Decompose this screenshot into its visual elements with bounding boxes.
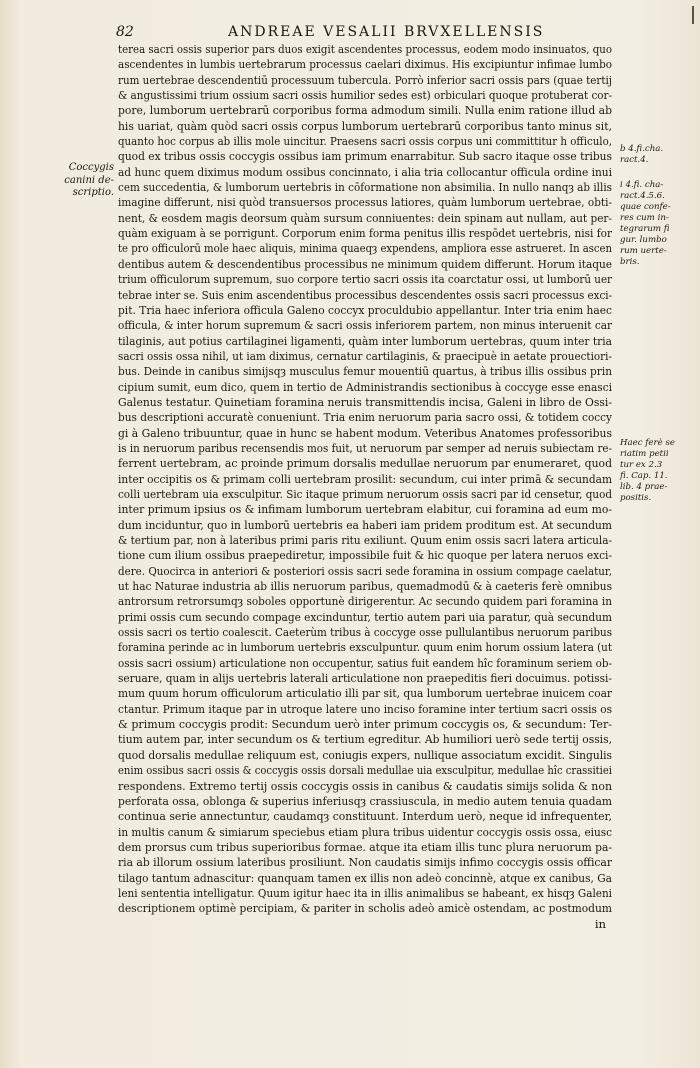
text-line: quanto hoc corpus ab illis mole uincitur. Praesens sacri ossis corpus uni committitur h officulo, xyxy=(118,134,612,149)
margin-note-line: Coccygis xyxy=(68,162,114,173)
text-line: colli uertebram uia exsculpitur. Sic itaque primum neruorum ossis sacri par id censetur, quod xyxy=(118,486,612,501)
margin-note-line: gur. lumbo xyxy=(620,235,667,245)
text-line: quod dorsalis medullae reliquum est, coniugis expers, nullique associatum excidit. Singulis xyxy=(118,747,612,762)
text-line: cem succedentia, & lumborum uertebris in cōformatione non absimilia. In nullo nanqȝ ab illis xyxy=(118,180,612,195)
margin-note-line: tur ex 2.3 xyxy=(620,460,663,470)
text-line: bus descriptioni accuratè conueniunt. Tria enim neruorum paria sacro ossi, & totidem coccy xyxy=(118,410,612,425)
text-line: ria ab illorum ossium lateribus prosiliunt. Non caudatis simijs infimo coccygis ossis officar xyxy=(118,855,612,870)
margin-note-line: lib. 4 prae- xyxy=(620,482,668,492)
margin-note-line: fi. Cap. 11. xyxy=(620,471,668,481)
right-margin-note-3 xyxy=(620,438,696,504)
text-line: tebrae inter se. Suis enim ascendentibus processibus descendentes ossis sacri processus exci- xyxy=(118,287,612,302)
margin-note-line: riatim petii xyxy=(620,449,669,459)
margin-note-line: bris. xyxy=(620,257,640,267)
text-line: imagine differunt, nisi quòd transuersos processus latiores, quàm lumborum uertebrae, obti- xyxy=(118,195,612,210)
text-line: bus. Deinde in canibus simijsqȝ musculus femur mouentiū quartus, à tribus illis ossibus prin xyxy=(118,364,612,379)
text-line: foramina perinde ac in lumborum uertebris exsculpuntur. quum enim horum ossium latera (ut xyxy=(118,640,612,655)
left-margin-note xyxy=(52,162,114,200)
right-margin-note-2 xyxy=(620,180,696,268)
text-line: is in neruorum paribus recensendis mos fuit, ut neruorum par semper ad neruis subiectam re- xyxy=(118,440,612,455)
text-line: & tertium par, non à lateribus primi paris ritu exiliunt. Quum enim ossis sacri latera articula- xyxy=(118,533,612,547)
text-line: sacri ossis ossa nihil, ut iam diximus, cernatur cartilaginis, & praecipuè in aetate prouectiori- xyxy=(118,348,612,363)
text-line: continua serie annectuntur, caudamqȝ constituunt. Interdum uerò, neque id infrequenter, xyxy=(118,809,612,824)
text-line: ascendentes in lumbis uertebrarum processus caelari diximus. His excipiuntur infimae lumbo xyxy=(118,57,612,72)
main-text-block xyxy=(118,42,612,932)
folio-number: 82 xyxy=(116,24,134,40)
text-line: pit. Tria haec inferiora officula Galeno coccyx proculdubio appellantur. Inter tria enim haec xyxy=(118,302,612,317)
text-line: dere. Quocirca in anteriori & posteriori ossis sacri sede foramina in ossium compage caelatur, xyxy=(118,563,612,578)
text-line: inter occipitis os & primam colli uertebram prosilit: secundum, cui inter primā & secundam xyxy=(118,471,612,486)
text-line: seruare, quam in alijs uertebris laterali articulatione non praepeditis fieri docuimus. potissi- xyxy=(118,671,612,686)
text-line: antrorsum retrorsumqȝ soboles opportunè dirigerentur. Ac secundo quidem pari foramina in xyxy=(118,594,612,609)
text-line: Galenus testatur. Quinetiam foramina neruis transmittendis incisa, Galeni in libro de Ossi- xyxy=(118,394,612,409)
text-line: gi à Galeno tribuuntur, quae in hunc se habent modum. Veteribus Anatomes professoribus xyxy=(118,425,612,440)
margin-note-line: scriptio. xyxy=(72,187,114,198)
text-line: ut hac Naturae industria ab illis neruorum paribus, quemadmodū & à caeteris ferè omnibus xyxy=(118,579,612,594)
margin-note-line: rum uerte- xyxy=(620,246,667,256)
text-line: cipium sumit, eum dico, quem in tertio de Administrandis sectionibus à coccyge esse enasci xyxy=(118,379,612,394)
text-line: dentibus autem & descendentibus processibus ne minimum quidem differunt. Horum itaque xyxy=(118,256,612,271)
text-line: ctantur. Primum itaque par in utroque latere uno inciso foramine inter tertium sacri ossis os xyxy=(118,701,612,716)
text-line: his uariat, quàm quòd sacri ossis corpus lumborum uertebrarū corporibus tanto minus sit, xyxy=(118,118,612,133)
text-line: rum uertebrae descendentiū processuum tubercula. Porrò inferior sacri ossis pars (quae tertij xyxy=(118,72,612,87)
margin-note-line: ract.4. xyxy=(620,155,649,165)
text-line: tione cum ilium ossibus praepediretur, impossibile fuit & hic quoque per latera neruos exci- xyxy=(118,548,612,563)
text-line: trium officulorum supremum, suo corpore tertio sacri ossis ita coarctatur ossi, ut lumborū uer xyxy=(118,272,612,287)
text-line: quàm exiguam à se porrigunt. Corporum enim forma penitus illis respōdet uertebris, nisi for xyxy=(118,226,612,241)
text-line: officula, & inter horum supremum & sacri ossis inferiorem partem, non minus interuenit car xyxy=(118,318,612,333)
text-line: tilaginis, aut potius cartilaginei ligamenti, quàm inter lumborum uertebras, quum inter tria xyxy=(118,333,612,348)
text-line: ossis sacri ossium) articulatione non occupentur, satius fuit eandem hîc foraminum seriem ob- xyxy=(118,655,612,670)
text-line: pore, lumborum uertebrarū corporibus forma admodum simili. Nulla enim ratione illud ab xyxy=(118,103,612,118)
text-line: ad hunc quem diximus modum ossibus concinnato, i alia tria collocantur officula ordine inui xyxy=(118,164,612,179)
margin-note-line: tegrarum fi xyxy=(620,224,670,234)
text-line: & primum coccygis prodit: Secundum uerò inter primum coccygis os, & secundum: Ter- xyxy=(118,717,612,732)
margin-note-line: ract.4.5.6. xyxy=(620,191,665,201)
text-line: descriptionem optimè percipiam, & pariter in scholis adeò amicè ostendam, ac postmodum xyxy=(118,901,612,916)
text-line: mum quum horum officulorum articulatio illi par sit, qua lumborum uertebrae inuicem coar xyxy=(118,686,612,701)
margin-note-line: quae confe- xyxy=(620,202,671,212)
page-edge-mark xyxy=(692,6,694,24)
margin-note-line: positis. xyxy=(620,493,652,503)
text-line: enim ossibus sacri ossis & coccygis ossis dorsali medullae uia exsculpitur, medullae hîc crassitiei xyxy=(118,763,612,778)
text-line: in multis canum & simiarum speciebus etiam plura tribus uidentur coccygis ossis ossa, eiusc xyxy=(118,824,612,839)
margin-note-line: canini de- xyxy=(64,174,114,186)
text-line: te pro officulorū mole haec aliquis, minima quaeqȝ expendens, ampliora esse astrueret. In ascen xyxy=(118,241,612,256)
text-line: respondens. Extremo tertij ossis coccygis ossis in canibus & caudatis simijs solida & non xyxy=(118,778,612,793)
text-line: dem prorsus cum tribus superioribus formae. atque ita etiam illis tunc plura neruorum pa- xyxy=(118,839,612,854)
text-line: primi ossis cum secundo compage excinduntur, tertio autem pari uia paratur, quà secundum xyxy=(118,609,612,624)
text-line: tium autem par, inter secundum os & tertium egreditur. Ab humiliori uerò sede tertij ossis, xyxy=(118,732,612,747)
margin-note-line: res cum in- xyxy=(620,213,669,223)
margin-note-line: b 4.fi.cha. xyxy=(620,144,664,154)
text-line: leni sententia intelligatur. Quum igitur haec ita in illis animalibus se habeant, ex hisqȝ Galeni xyxy=(118,885,612,900)
text-line: terea sacri ossis superior pars duos exigit ascendentes processus, eodem modo insinuatos, quo xyxy=(118,42,612,56)
running-title: ANDREAE VESALII BRVXELLENSIS xyxy=(228,24,545,40)
margin-note-line: i 4.fi. cha- xyxy=(620,180,664,190)
text-line: & angustissimi trium ossium sacri ossis humilior sedes est) orbiculari quoque protuberat cor- xyxy=(118,88,612,103)
margin-note-line: Haec ferè se xyxy=(620,438,675,448)
text-line: dum inciduntur, quo in lumborū uertebris ea haberi iam pridem proditum est. At secundum xyxy=(118,517,612,532)
text-line: tilago tantum adnascitur: quanquam tamen ex illis non adeò concinnè, atque ex canibus, Ga xyxy=(118,870,612,885)
text-line: nent, & eosdem magis deorsum quàm sursum conniuentes: dein spinam aut nullam, aut per- xyxy=(118,210,612,225)
right-margin-note-1 xyxy=(620,144,696,166)
text-line: ossis sacri os tertio coalescit. Caeterùm tribus à coccyge osse pullulantibus neruorum paribus xyxy=(118,625,612,640)
text-line: quod ex tribus ossis coccygis ossibus iam primum enarrabitur. Sub sacro itaque osse tribus xyxy=(118,149,612,164)
text-line: perforata ossa, oblonga & superius inferiusqȝ crassiuscula, in medio autem tenuia quadam xyxy=(118,793,612,808)
text-line: ferrent uertebram, ac proinde primum dorsalis medullae neruorum par enumeraret, quod xyxy=(118,456,612,471)
catchword: in xyxy=(594,916,606,931)
text-line: inter primum ipsius os & infimam lumborum uertebram elabitur, cui foramina ad eum mo- xyxy=(118,502,612,517)
